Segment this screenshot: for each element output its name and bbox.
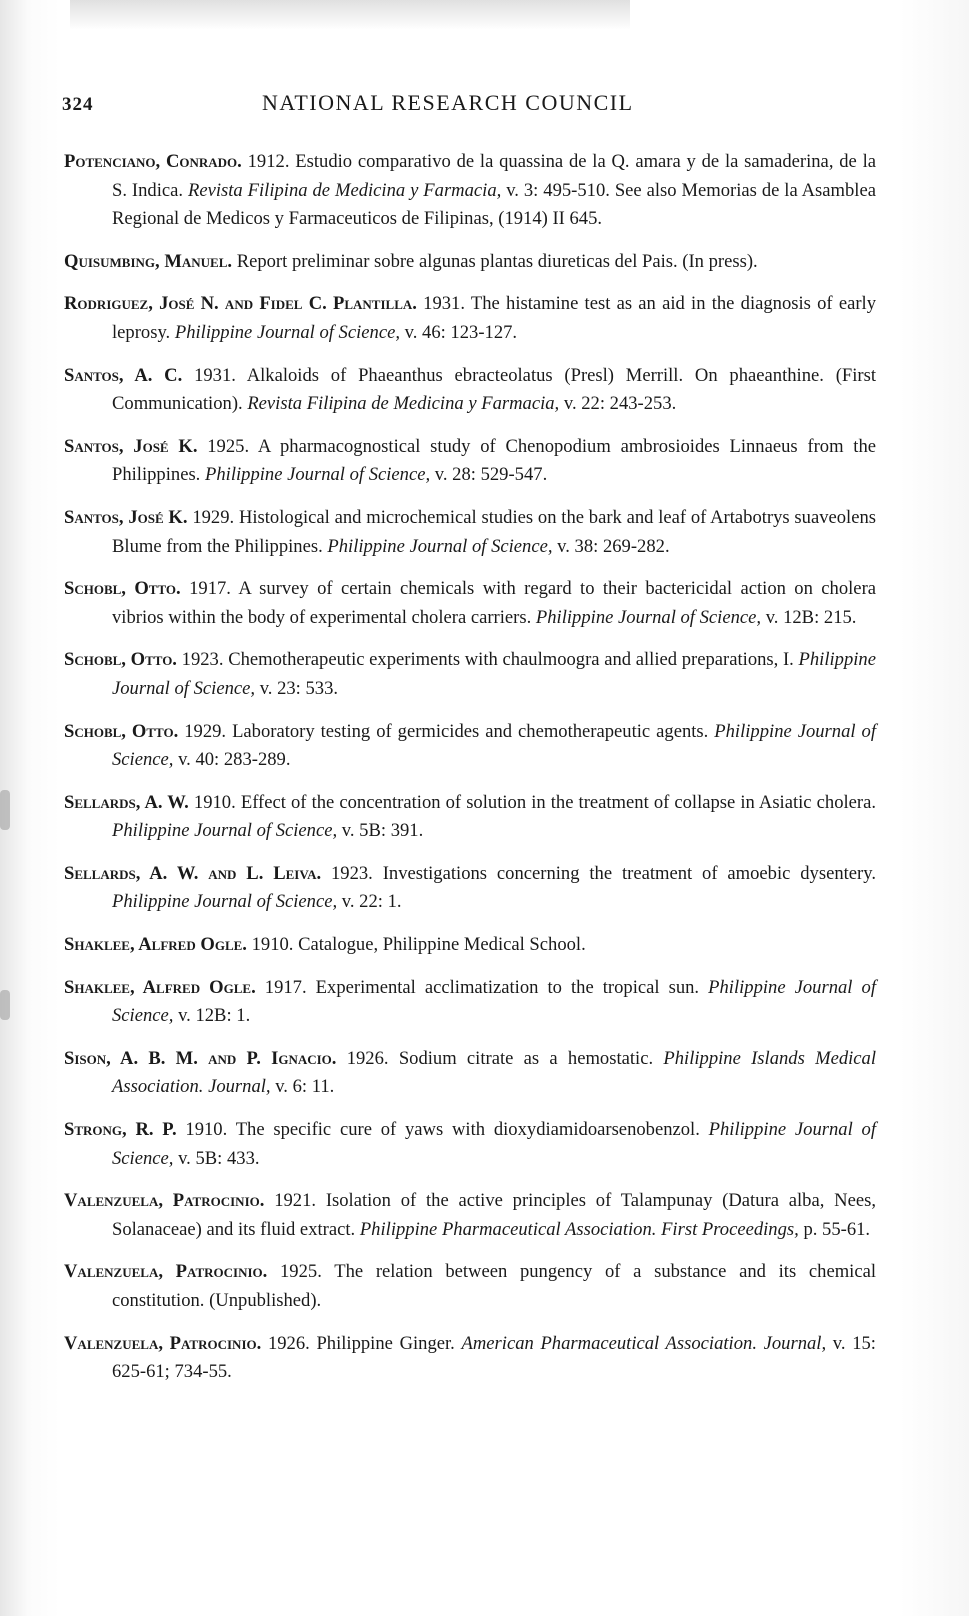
- entry-author: Sellards, A. W.: [64, 791, 189, 813]
- entry-title: Experimental acclimatization to the tropical sun.: [315, 976, 700, 998]
- entry-author: Potenciano, Conrado.: [64, 151, 242, 172]
- bibliography-entry: [64, 433, 876, 490]
- entry-journal: Philippine Journal of Science,: [112, 1119, 876, 1169]
- bibliography-entry: [64, 974, 876, 1031]
- bibliography-entry: [64, 1187, 876, 1244]
- page-header: [62, 90, 882, 120]
- entry-year: 1921.: [274, 1190, 317, 1212]
- entry-citation: v. 5B: 391.: [341, 820, 424, 842]
- entry-author: Schobl, Otto.: [64, 720, 179, 742]
- entry-title: A pharmacognostical study of Chenopodium ambrosioides Linnaeus from the Philippines.: [112, 435, 877, 486]
- bibliography-entry: [64, 931, 876, 960]
- entry-journal: Philippine Journal of Science,: [112, 720, 876, 771]
- entry-journal: Revista Filipina de Medicina y Farmacia,: [247, 393, 560, 415]
- entry-author: Shaklee, Alfred Ogle.: [64, 976, 256, 998]
- entry-journal: Philippine Islands Medical Association. Journal,: [112, 1047, 876, 1098]
- bibliography-entry: [64, 718, 876, 775]
- entry-journal: Philippine Pharmaceutical Association. First Proceedings,: [359, 1218, 799, 1240]
- entry-year: 1929.: [192, 506, 235, 528]
- bibliography-entry: [64, 789, 876, 846]
- bibliography-entry: [64, 575, 876, 632]
- entry-citation: v. 22: 1.: [341, 891, 402, 913]
- entry-author: Santos, A. C.: [64, 364, 183, 386]
- bibliography-entry: [64, 1045, 876, 1102]
- entry-citation: v. 46: 123-127.: [404, 321, 518, 343]
- bibliography-list: [64, 148, 876, 1401]
- entry-year: 1931.: [423, 293, 465, 315]
- entry-journal: Philippine Journal of Science,: [327, 535, 553, 557]
- entry-title: Alkaloids of Phaeanthus ebracteolatus (Presl) Merrill. On phaeanthine. (First Communication).: [112, 364, 876, 415]
- bibliography-entry: [64, 148, 876, 234]
- entry-author: Santos, José K.: [64, 506, 188, 528]
- bibliography-entry: [64, 362, 876, 419]
- entry-year: 1926.: [346, 1047, 389, 1069]
- bibliography-entry: [64, 646, 876, 703]
- entry-citation: v. 38: 269-282.: [557, 535, 670, 557]
- entry-title: A survey of certain chemicals with regard to their bactericidal action on cholera vibrios within the body of experimental cholera carriers.: [112, 578, 877, 628]
- entry-author: Strong, R. P.: [64, 1119, 177, 1141]
- entry-title: Report preliminar sobre algunas plantas diureticas del Pais. (In press).: [236, 250, 758, 272]
- page-number: 324: [62, 94, 94, 115]
- entry-journal: Philippine Journal of Science,: [112, 649, 876, 699]
- binding-edge-mark: [0, 790, 10, 830]
- entry-author: Schobl, Otto.: [64, 578, 181, 600]
- entry-title: Sodium citrate as a hemostatic.: [398, 1047, 654, 1069]
- entry-year: 1917.: [189, 578, 231, 600]
- entry-author: Valenzuela, Patrocinio.: [64, 1190, 265, 1212]
- entry-citation: v. 5B: 433.: [178, 1147, 260, 1169]
- entry-year: 1929.: [184, 720, 227, 742]
- entry-citation: v. 28: 529-547.: [434, 464, 548, 486]
- entry-citation: v. 12B: 215.: [765, 606, 857, 628]
- entry-journal: Philippine Journal of Science,: [174, 321, 400, 343]
- entry-author: Valenzuela, Patrocinio.: [64, 1332, 262, 1354]
- entry-author: Quisumbing, Manuel.: [64, 250, 233, 272]
- entry-journal: American Pharmaceutical Association. Journal,: [461, 1332, 827, 1354]
- entry-author: Rodriguez, José N. and Fidel C. Plantilla.: [64, 293, 417, 315]
- entry-title: Catalogue, Philippine Medical School.: [298, 934, 586, 956]
- entry-author: Valenzuela, Patrocinio.: [64, 1261, 268, 1283]
- entry-year: 1923.: [330, 862, 373, 884]
- entry-citation: v. 23: 533.: [259, 677, 339, 699]
- running-title: NATIONAL RESEARCH COUNCIL: [262, 90, 634, 115]
- entry-title: Isolation of the active principles of Talampunay (Datura alba, Nees, Solanaceae) and its fluid extract.: [112, 1190, 876, 1240]
- entry-citation: v. 6: 11.: [275, 1076, 335, 1098]
- entry-title: The relation between pungency of a substance and its chemical constitution. (Unpublished).: [112, 1261, 876, 1311]
- entry-title: Estudio comparativo de la quassina de la Q. amara y de la samaderina, de la S. Indica.: [112, 151, 877, 201]
- entry-title: Effect of the concentration of solution in the treatment of collapse in Asiatic cholera.: [240, 791, 876, 813]
- entry-journal: Philippine Journal of Science,: [112, 820, 338, 842]
- entry-author: Schobl, Otto.: [64, 649, 177, 671]
- entry-author: Sellards, A. W. and L. Leiva.: [64, 862, 322, 884]
- bibliography-entry: [64, 1258, 876, 1315]
- entry-citation: v. 15: 625-61; 734-55.: [112, 1332, 876, 1383]
- scan-top-shadow: [70, 0, 630, 30]
- bibliography-entry: [64, 860, 876, 917]
- entry-title: Laboratory testing of germicides and chemotherapeutic agents.: [232, 720, 709, 742]
- entry-year: 1925.: [207, 435, 250, 457]
- entry-year: 1931.: [194, 364, 236, 386]
- entry-title: Chemotherapeutic experiments with chaulmoogra and allied preparations, I.: [228, 649, 794, 671]
- entry-year: 1910.: [251, 934, 294, 956]
- entry-year: 1912.: [247, 151, 290, 172]
- entry-citation: v. 22: 243-253.: [563, 393, 677, 415]
- entry-title: Histological and microchemical studies on the bark and leaf of Artabotrys suaveolens Blume from the Philippines.: [112, 506, 876, 557]
- entry-journal: Revista Filipina de Medicina y Farmacia,: [187, 179, 502, 201]
- entry-title: Philippine Ginger.: [316, 1332, 455, 1354]
- entry-journal: Philippine Journal of Science,: [112, 891, 338, 913]
- entry-year: 1923.: [181, 649, 224, 671]
- entry-journal: Philippine Journal of Science,: [535, 606, 762, 628]
- binding-edge-mark: [0, 990, 10, 1020]
- bibliography-entry: [64, 290, 876, 347]
- bibliography-entry: [64, 1116, 876, 1173]
- entry-author: Shaklee, Alfred Ogle.: [64, 934, 247, 956]
- entry-journal: Philippine Journal of Science,: [205, 464, 431, 486]
- entry-citation: v. 3: 495-510. See also Memorias de la Asamblea Regional de Medicos y Farmaceuticos de Filipinas, (1914) II 645.: [112, 179, 876, 230]
- entry-year: 1925.: [280, 1261, 322, 1283]
- entry-year: 1926.: [267, 1332, 310, 1354]
- bibliography-entry: [64, 1330, 876, 1387]
- bibliography-entry: [64, 504, 876, 561]
- entry-title: Investigations concerning the treatment of amoebic dysentery.: [382, 862, 876, 884]
- entry-citation: v. 12B: 1.: [178, 1005, 251, 1027]
- entry-title: The specific cure of yaws with dioxydiamidoarsenobenzol.: [235, 1119, 700, 1141]
- entry-journal: Philippine Journal of Science,: [112, 976, 876, 1027]
- entry-citation: p. 55-61.: [803, 1218, 871, 1240]
- entry-author: Sison, A. B. M. and P. Ignacio.: [64, 1047, 337, 1069]
- entry-year: 1917.: [264, 976, 307, 998]
- entry-title: The histamine test as an aid in the diagnosis of early leprosy.: [112, 293, 876, 343]
- entry-citation: v. 40: 283-289.: [178, 749, 291, 771]
- entry-year: 1910.: [185, 1119, 228, 1141]
- entry-year: 1910.: [193, 791, 236, 813]
- entry-author: Santos, José K.: [64, 435, 198, 457]
- bibliography-entry: [64, 248, 876, 277]
